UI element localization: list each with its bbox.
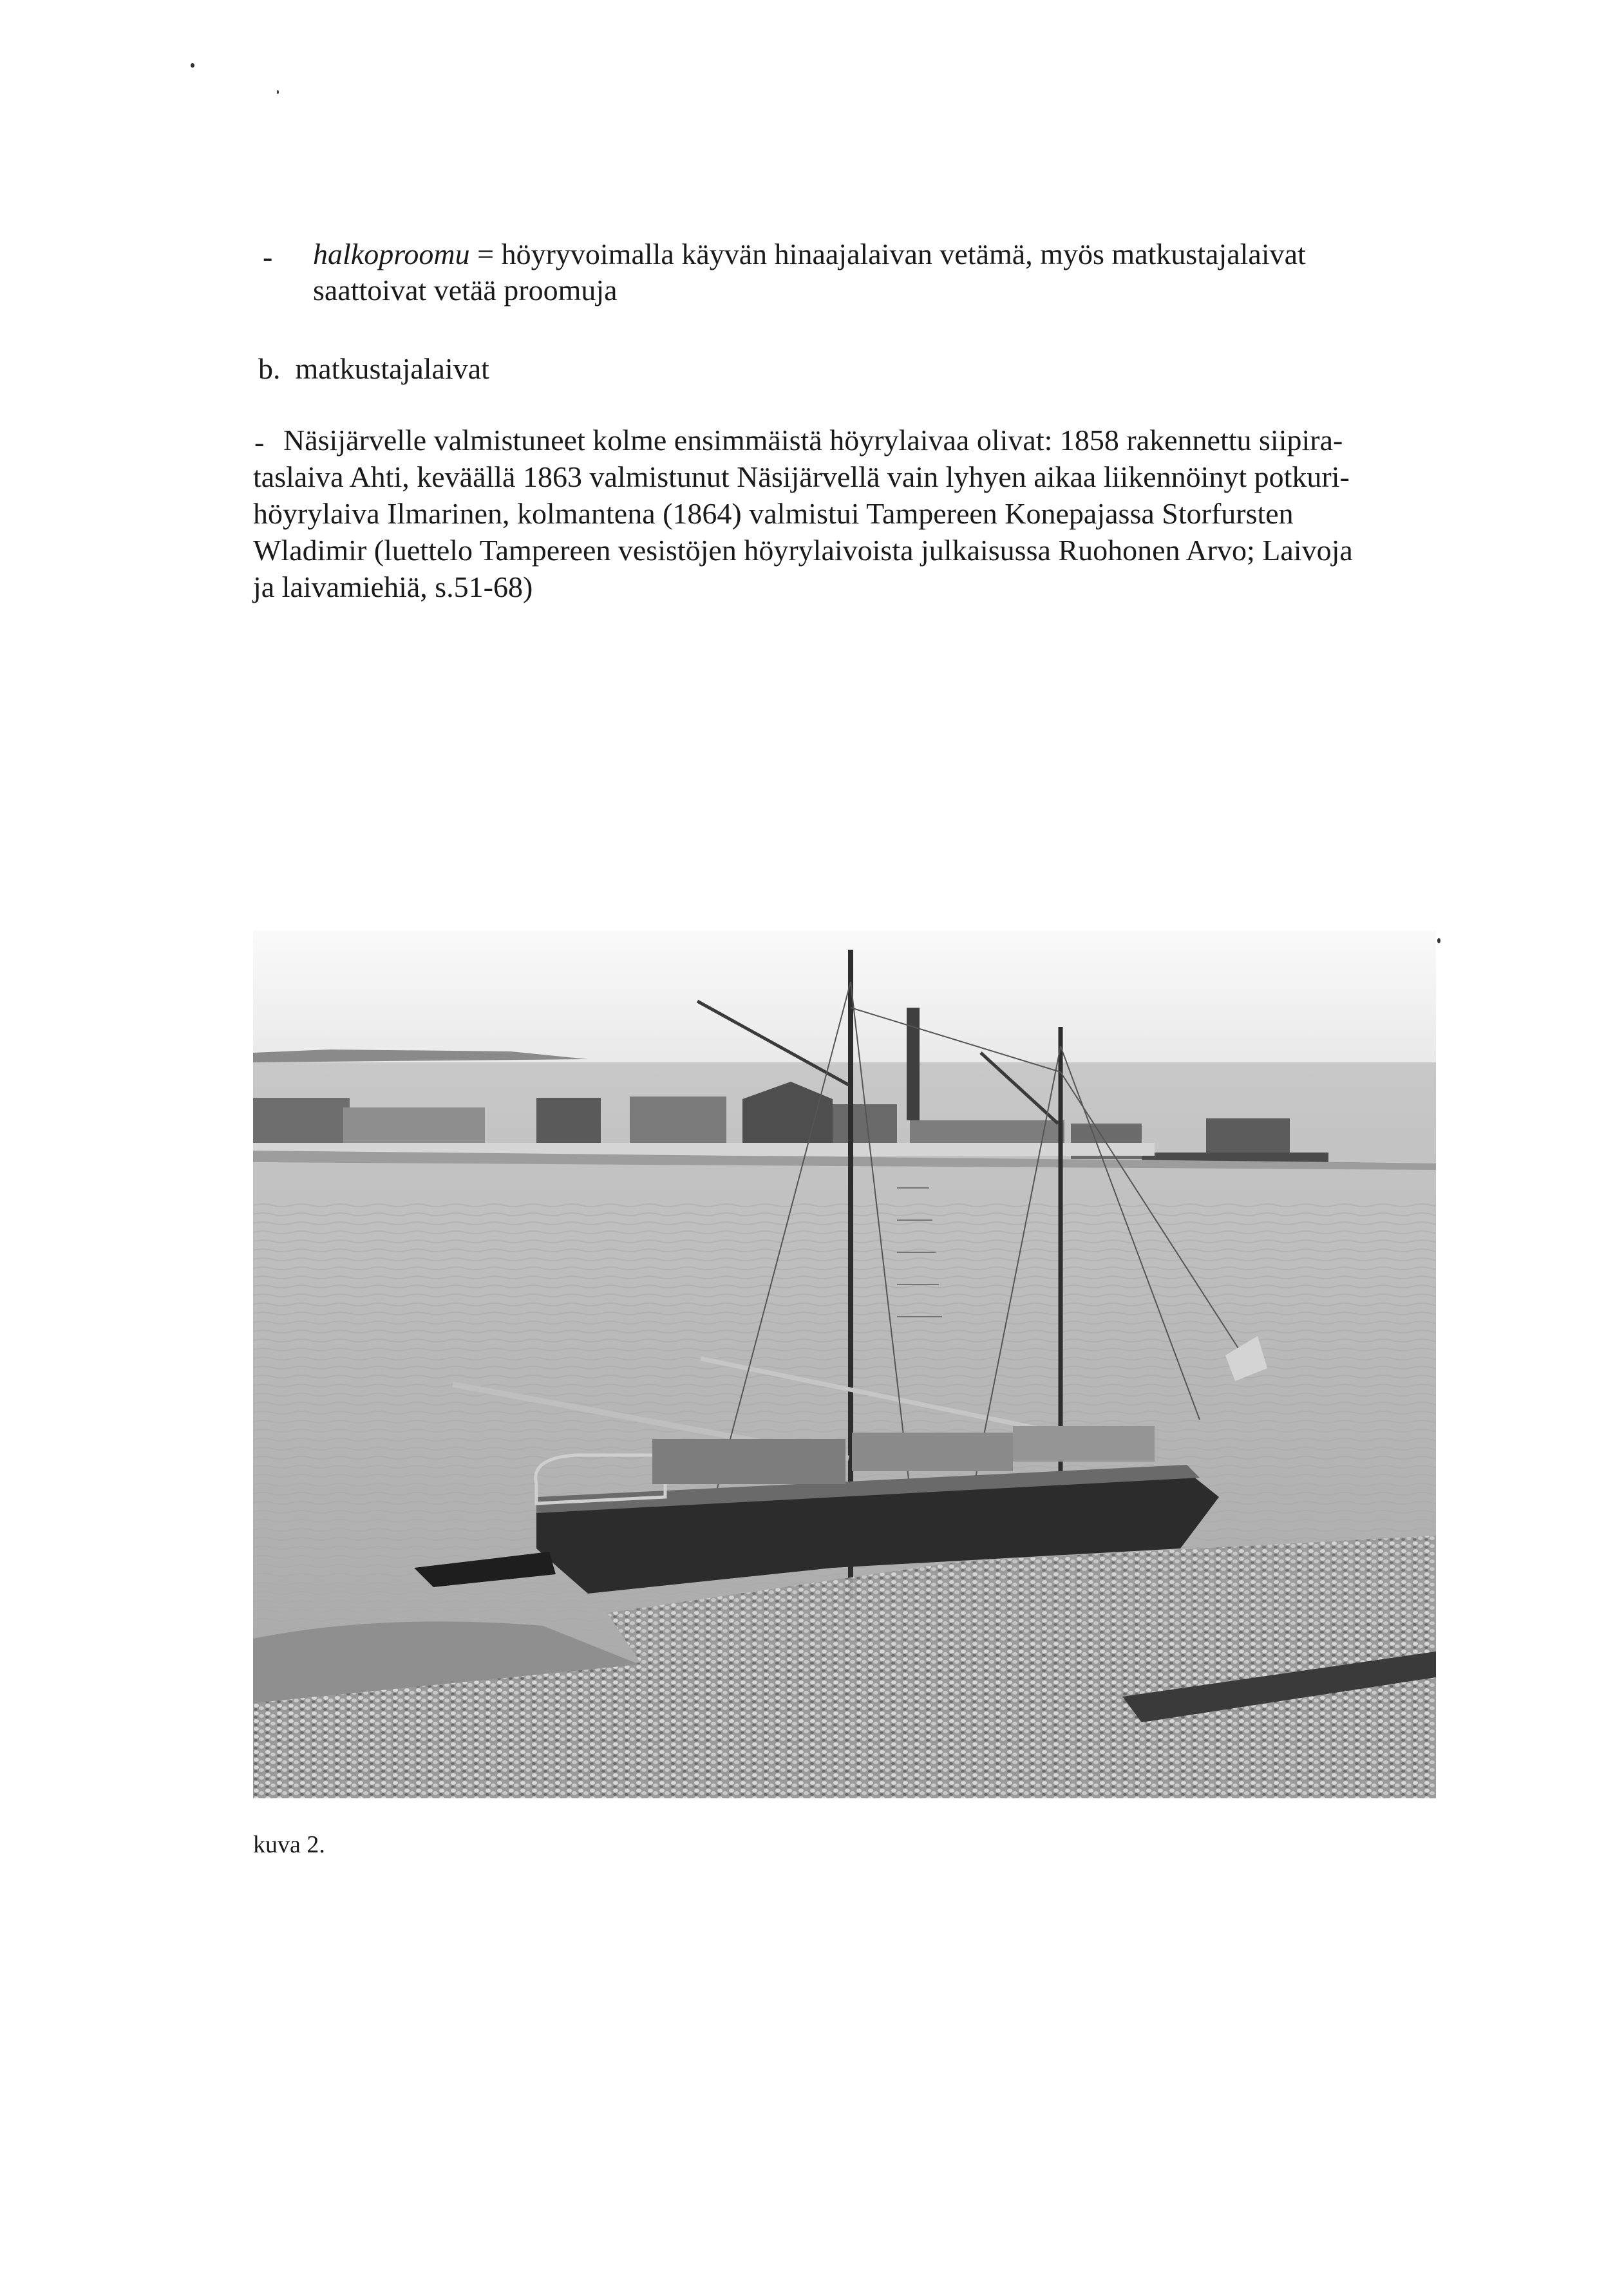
definition-text-line-1: = höyryvoimalla käyvän hinaajalaivan vetämä, myös matkustajalaivat: [469, 238, 1306, 270]
paragraph-line: ja laivamiehiä, s.51-68): [253, 570, 533, 603]
paragraph-body-rest: [253, 458, 1483, 605]
definition-term: halkoproomu: [313, 238, 470, 270]
scan-speck: [191, 63, 194, 68]
paragraph-line: Näsijärvelle valmistuneet kolme ensimmäistä höyrylaivaa olivat: 1858 rakennettu siipira-: [283, 424, 1343, 457]
definition-dash: -: [263, 240, 273, 273]
paragraph-line: höyrylaiva Ilmarinen, kolmantena (1864) valmistui Tampereen Konepajassa Storfursten: [253, 497, 1294, 530]
paragraph-dash: -: [254, 426, 265, 458]
historic-photo: [253, 930, 1436, 1798]
definition-entry: [313, 236, 1472, 308]
historic-photo-sailing-barge-icon: [253, 930, 1436, 1798]
paragraph-line: taslaiva Ahti, keväällä 1863 valmistunut Näsijärvellä vain lyhyen aikaa liikennöinyt potkuri-: [253, 460, 1350, 493]
paragraph-body: [283, 422, 1480, 458]
section-heading: [258, 351, 489, 387]
scan-speck: [1437, 938, 1440, 943]
definition-text-line-2: saattoivat vetää proomuja: [313, 274, 618, 306]
photo-caption: kuva 2.: [253, 1831, 325, 1858]
paragraph-line: Wladimir (luettelo Tampereen vesistöjen höyrylaivoista julkaisussa Ruohonen Arvo; Laivoja: [253, 534, 1353, 567]
scan-speck: [277, 90, 279, 94]
section-label: b.: [258, 352, 281, 385]
section-title: matkustajalaivat: [295, 352, 489, 385]
